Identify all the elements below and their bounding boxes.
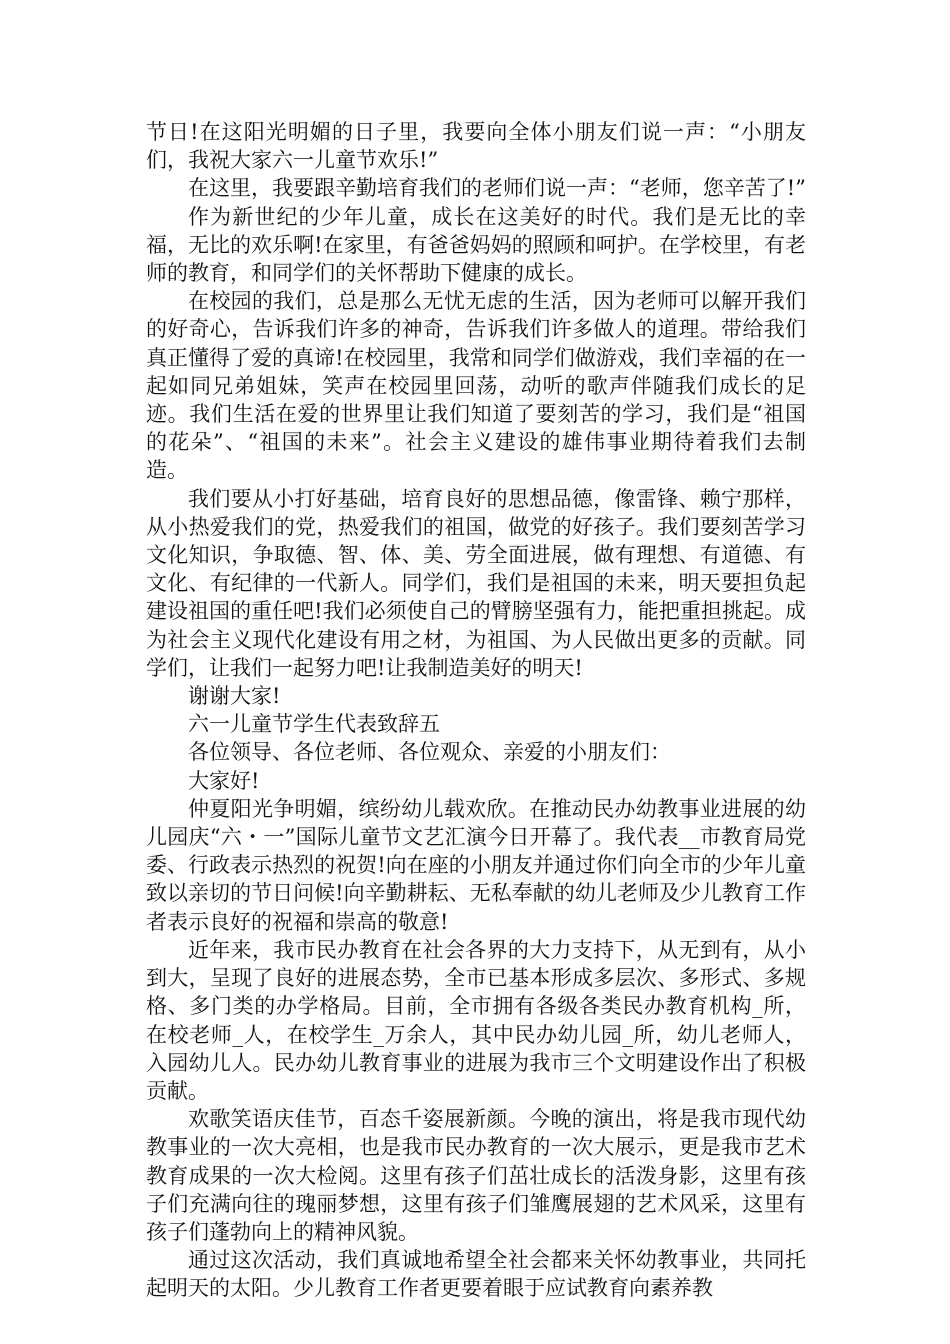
paragraph: 近年来，我市民办教育在社会各界的大力支持下，从无到有，从小到大，呈现了良好的进展态势，全市已基本形成多层次、多形式、多规格、多门类的办学格局。目前，全市拥有各级各类民办教育机构_所，在校老师_人，在校学生_万余人，其中民办幼儿园_所，幼儿老师人，入园幼儿人。民办幼儿教育事业的进展为我市三个文明建设作出了积极贡献。 bbox=[146, 937, 806, 1103]
paragraph: 仲夏阳光争明媚，缤纷幼儿载欢欣。在推动民办幼教事业进展的幼儿园庆“六・一”国际儿童节文艺汇演今日开幕了。我代表__市教育局党委、行政表示热烈的祝贺!向在座的小朋友并通过你们向全市的少年儿童致以亲切的节日问候!向辛勤耕耘、无私奉献的幼儿老师及少儿教育工作者表示良好的祝福和崇高的敬意! bbox=[146, 796, 806, 934]
greeting: 大家好! bbox=[188, 768, 260, 793]
paragraph: 在校园的我们，总是那么无忧无虑的生活，因为老师可以解开我们的好奇心，告诉我们许多的神奇，告诉我们许多做人的道理。带给我们真正懂得了爱的真谛!在校园里，我常和同学们做游戏，我们幸福的在一起如同兄弟姐妹，笑声在校园里回荡，动听的歌声伴随我们成长的足迹。我们生活在爱的世界里让我们知道了要刻苦的学习，我们是“祖国的花朵”、“祖国的未来”。社会主义建设的雄伟事业期待着我们去制造。 bbox=[146, 289, 806, 483]
paragraph: 节日!在这阳光明媚的日子里，我要向全体小朋友们说一声：“小朋友们，我祝大家六一儿童节欢乐!” bbox=[146, 120, 806, 173]
paragraph: 我们要从小打好基础，培育良好的思想品德，像雷锋、赖宁那样，从小热爱我们的党，热爱我们的祖国，做党的好孩子。我们要刻苦学习文化知识，争取德、智、体、美、劳全面进展，做有理想、有道德、有文化、有纪律的一代新人。同学们，我们是祖国的未来，明天要担负起建设祖国的重任吧!我们必须使自己的臂膀坚强有力，能把重担挑起。成为社会主义现代化建设有用之材，为祖国、为人民做出更多的贡献。同学们，让我们一起努力吧!让我制造美好的明天! bbox=[146, 486, 806, 680]
paragraph: 在这里，我要跟辛勤培育我们的老师们说一声：“老师，您辛苦了!” bbox=[188, 176, 806, 201]
paragraph: 作为新世纪的少年儿童，成长在这美好的时代。我们是无比的幸福，无比的欢乐啊!在家里，有爸爸妈妈的照顾和呵护。在学校里，有老师的教育，和同学们的关怀帮助下健康的成长。 bbox=[146, 204, 806, 286]
salutation: 各位领导、各位老师、各位观众、亲爱的小朋友们： bbox=[188, 740, 671, 765]
closing-thanks: 谢谢大家! bbox=[188, 684, 281, 709]
document-body bbox=[146, 118, 806, 1303]
section-heading: 六一儿童节学生代表致辞五 bbox=[188, 712, 440, 737]
paragraph: 通过这次活动，我们真诚地希望全社会都来关怀幼教事业，共同托起明天的太阳。少儿教育工作者更要着眼于应试教育向素养教 bbox=[146, 1248, 806, 1301]
paragraph: 欢歌笑语庆佳节，百态千姿展新颜。今晚的演出，将是我市现代幼教事业的一次大亮相，也是我市民办教育的一次大展示，更是我市艺术教育成果的一次大检阅。这里有孩子们茁壮成长的活泼身影，这里有孩子们充满向往的瑰丽梦想，这里有孩子们雏鹰展翅的艺术风采，这里有孩子们蓬勃向上的精神风貌。 bbox=[146, 1107, 806, 1244]
